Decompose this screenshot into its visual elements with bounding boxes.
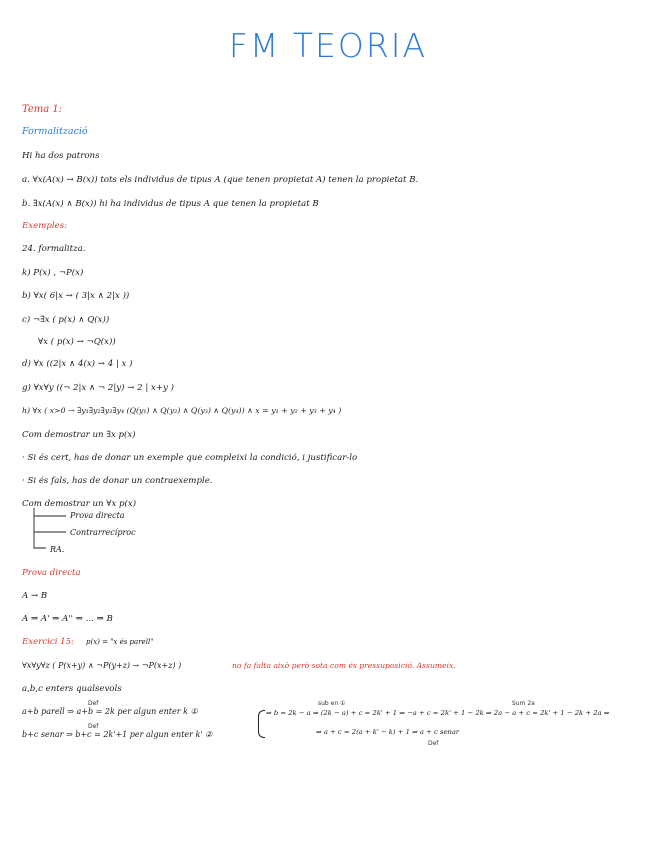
text-line: g) ∀x∀y ((¬ 2|x ∧ ¬ 2|y) → 2 | x+y ) — [22, 383, 174, 393]
subsection-heading: Prova directa — [22, 568, 81, 578]
text-line: h) ∀x ( x>0 → ∃y₁∃y₂∃y₃∃y₄ (Q(y₁) ∧ Q(y₂) ∧ Q(y₃) ∧ Q(y₄)) ∧ x = y₁ + y₂ + y₃ + y₄ ) — [22, 406, 342, 415]
section-heading: Tema 1: — [22, 104, 63, 115]
text-line: 24. formalitza. — [22, 244, 86, 254]
text-line: A ⇒ A' ⇒ A'' ⇒ ... ⇒ B — [22, 614, 113, 624]
text-line: ∀x ( p(x) → ¬Q(x)) — [38, 337, 116, 347]
text-line: ∀x∀y∀z ( P(x+y) ∧ ¬P(y+z) → ¬P(x+z) ) — [22, 661, 182, 670]
subsection-heading: Formalització — [22, 126, 88, 137]
exercise-label: Exercici 15: — [22, 637, 74, 647]
text-line: ⇒ b = 2k − a ⇒ (2k − a) + c = 2k' + 1 ⇒ −a + c = 2k' + 1 − 2k ⇒ 2a − a + c = 2k' + 1 − 2k + 2a ⇒ — [266, 709, 610, 717]
text-line: k) P(x) , ¬P(x) — [22, 268, 84, 278]
text-line: Hi ha dos patrons — [22, 151, 100, 161]
text-line: c) ¬∃x ( p(x) ∧ Q(x)) — [22, 315, 110, 325]
exercise-definition: p(x) = "x és parell" — [86, 638, 154, 646]
page-title: FM TEORIA — [228, 26, 428, 65]
text-line: d) ∀x ((2|x ∧ 4(x) → 4 | x ) — [22, 359, 133, 369]
text-line: ⇒ a + c = 2(a + k' − k) + 1 ⇒ a + c senar — [316, 728, 460, 736]
text-line: A → B — [22, 591, 48, 601]
annotation: Sum 2a — [512, 700, 535, 707]
annotation: Def — [428, 740, 439, 747]
text-line: Com demostrar un ∀x p(x) — [22, 499, 137, 509]
text-line: b. ∃x(A(x) ∧ B(x)) hi ha individus de tipus A que tenen la propietat B — [22, 199, 319, 209]
method-item: RA. — [50, 545, 65, 554]
method-item: Prova directa — [70, 511, 125, 520]
method-item: Contrarrecíproc — [70, 528, 136, 537]
text-line: a,b,c enters qualsevols — [22, 684, 122, 694]
annotation: Def — [88, 700, 99, 707]
text-line: b+c senar ⇒ b+c = 2k'+1 per algun enter k' ② — [22, 730, 213, 739]
subsection-heading: Exemples: — [22, 221, 67, 231]
annotation: sub en ① — [318, 700, 346, 707]
brace — [258, 710, 265, 738]
text-line: · Si és fals, has de donar un contraexemple. — [22, 476, 213, 486]
text-line: a. ∀x(A(x) → B(x)) tots els individus de tipus A (que tenen propietat A) tenen la propietat B. — [22, 175, 419, 185]
annotation: Def — [88, 723, 99, 730]
text-line: · Si és cert, has de donar un exemple que compleixi la condició, i justificar-lo — [22, 453, 358, 463]
text-line: Com demostrar un ∃x p(x) — [22, 430, 136, 440]
text-line: b) ∀x( 6|x → ( 3|x ∧ 2|x )) — [22, 291, 130, 301]
annotation: no fa falta això però sota com és pressuposició. Assumeix. — [232, 661, 456, 670]
text-line: a+b parell ⇒ a+b = 2k per algun enter k ① — [22, 707, 198, 716]
